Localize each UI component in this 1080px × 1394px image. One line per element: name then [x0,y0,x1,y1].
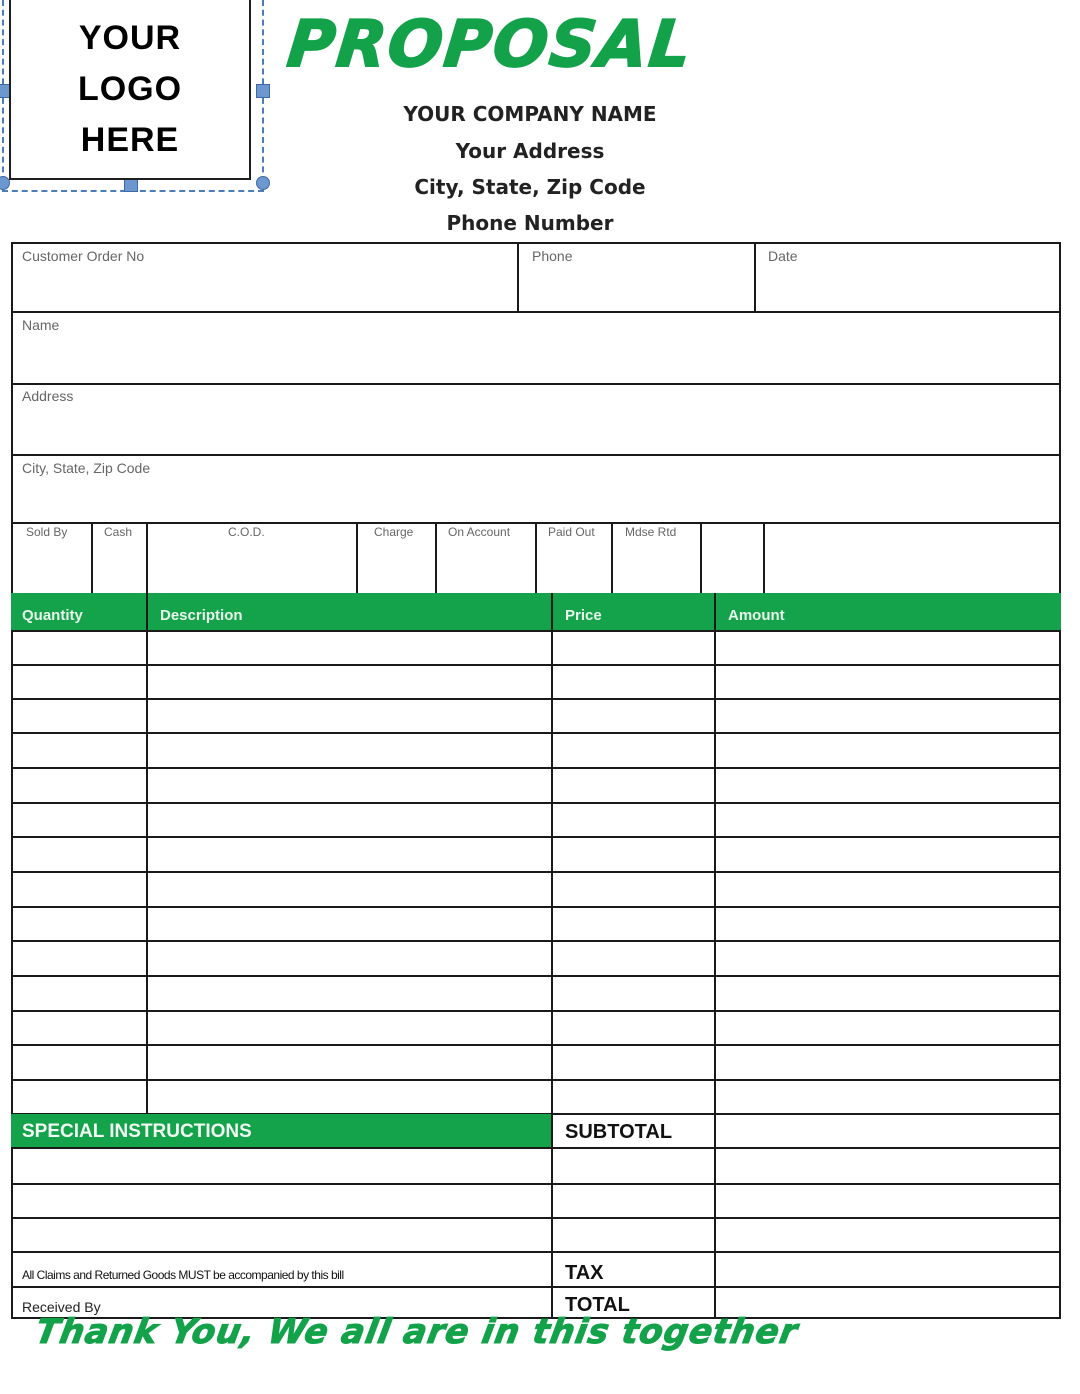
table-row-line [11,1079,1061,1081]
divider [11,311,1061,313]
logo-line: YOUR [78,18,182,57]
phone-label: Phone [532,248,573,264]
paid-out-label: Paid Out [548,525,595,539]
table-row-line [11,1251,1061,1253]
date-label: Date [768,248,798,264]
column-line [146,593,148,1114]
logo-placeholder[interactable] [9,0,251,180]
company-address: Your Address [455,139,605,163]
logo-line: LOGO [77,69,183,108]
tax-label: TAX [565,1262,604,1284]
table-row-line [11,1010,1061,1012]
column-line [714,593,716,1319]
quantity-header: Quantity [22,607,83,624]
table-row-line [11,1286,1061,1288]
company-name: YOUR COMPANY NAME [403,102,657,126]
table-row-line [11,1217,1061,1219]
cod-label: C.O.D. [228,525,265,539]
table-row-line [11,975,1061,977]
divider [535,522,537,594]
table-row-line [11,1183,1061,1185]
price-header: Price [565,607,602,624]
divider [763,522,765,594]
table-row-line [11,767,1061,769]
name-label: Name [22,317,60,333]
company-city: City, State, Zip Code [414,175,646,199]
document-title: PROPOSAL [284,8,697,82]
divider [517,242,519,312]
description-header: Description [160,607,243,624]
column-line [551,593,553,1319]
charge-label: Charge [374,525,414,539]
on-account-label: On Account [448,525,511,539]
address-label: Address [22,388,74,404]
divider [11,383,1061,385]
amount-header: Amount [728,607,785,624]
table-row-line [11,664,1061,666]
order-form [11,242,1061,1319]
logo-line: HERE [80,120,180,159]
received-by-label: Received By [22,1299,101,1315]
divider [754,242,756,312]
divider [611,522,613,594]
table-row-line [11,871,1061,873]
divider [435,522,437,594]
table-row-line [11,836,1061,838]
table-row-line [11,698,1061,700]
divider [91,522,93,594]
sold-by-label: Sold By [26,525,68,539]
resize-handle[interactable] [124,178,138,192]
mdse-rtd-label: Mdse Rtd [625,525,677,539]
thank-you-message: Thank You, We all are in this together [32,1312,802,1352]
divider [11,454,1061,456]
cash-label: Cash [104,525,133,539]
divider [146,522,148,594]
city-label: City, State, Zip Code [22,460,151,476]
total-label: TOTAL [565,1294,630,1316]
resize-handle[interactable] [256,84,270,98]
divider [356,522,358,594]
table-row-line [11,630,1061,632]
subtotal-label: SUBTOTAL [565,1121,673,1143]
table-row-line [11,1147,1061,1149]
special-instructions-label: SPECIAL INSTRUCTIONS [22,1121,252,1142]
company-phone: Phone Number [446,211,614,235]
claims-notice: All Claims and Returned Goods MUST be accompanied by this bill [22,1268,344,1282]
table-row-line [11,802,1061,804]
table-row-line [11,906,1061,908]
divider [700,522,702,594]
table-row-line [11,732,1061,734]
resize-handle[interactable] [256,176,270,190]
order-no-label: Customer Order No [22,248,145,264]
table-row-line [11,940,1061,942]
table-row-line [11,1044,1061,1046]
